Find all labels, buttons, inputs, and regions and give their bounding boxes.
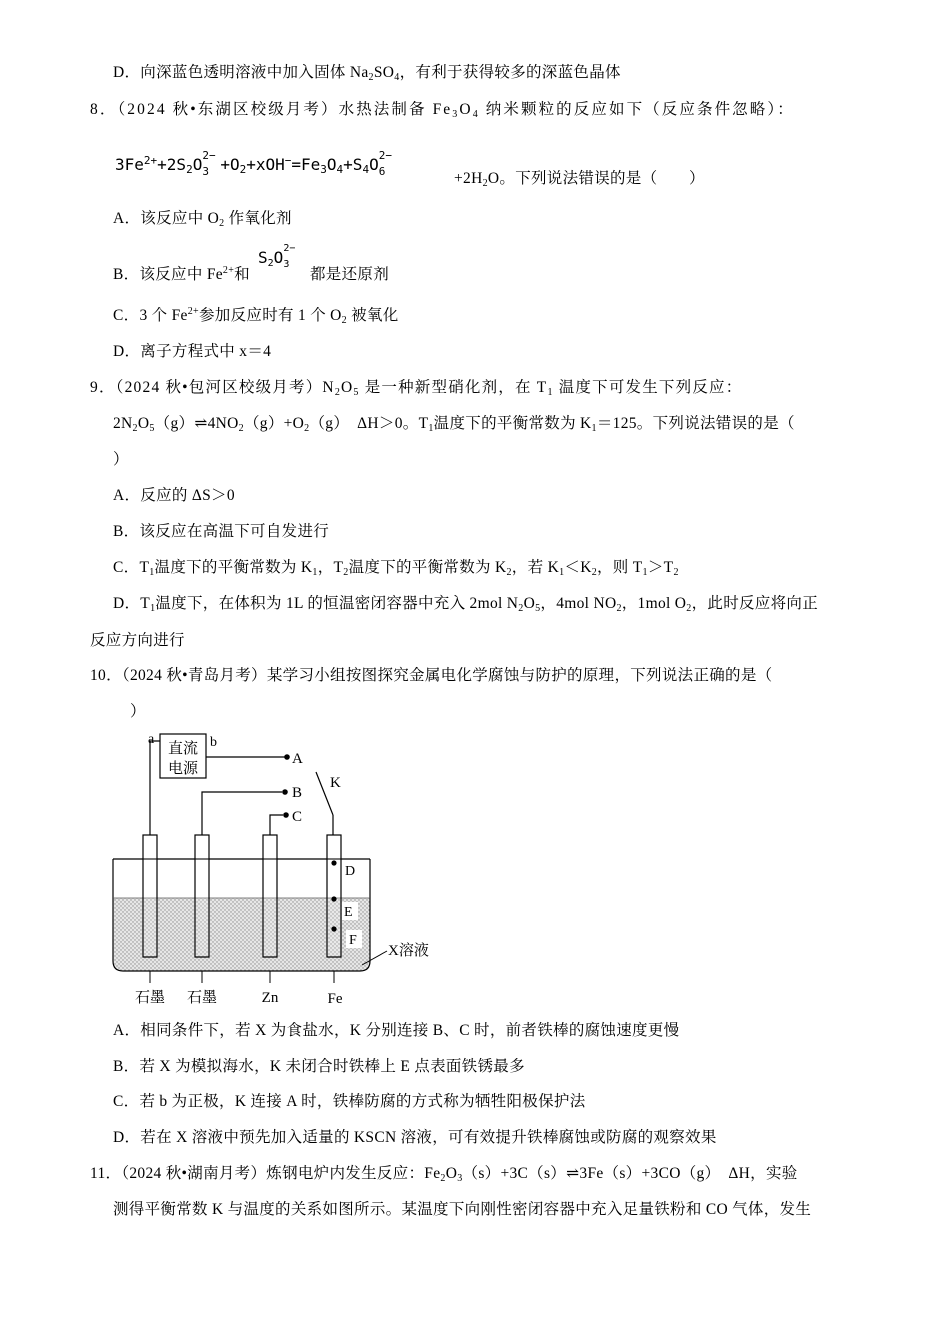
- q9-paren-close: ）: [113, 451, 129, 468]
- q11-stem-line2: 测得平衡常数 K 与温度的关系如图所示。某温度下向刚性密闭容器中充入足量铁粉和 CO 气体，发生: [113, 1201, 812, 1218]
- q9-reaction-line: $2N_2O_5(g)\rightleftharpoons 4NO_2(g)+O_2(g)$ ΔH＞0。$T_1$温度下的平衡常数为 $K_1=125$。下列说法错误的是（: [113, 415, 795, 434]
- q11-stem: 11．（2024 秋•湖南月考）炼钢电炉内发生反应：$Fe_2O_3(s)+3C(s)\rightleftharpoons 3Fe(s)+3CO(g)$ ΔH，实验: [90, 1165, 798, 1184]
- terminal-a-label: a: [148, 732, 155, 747]
- switch-k-label: K: [330, 775, 341, 791]
- wire-zn: [270, 815, 283, 835]
- power-label-1: 直流: [167, 741, 199, 757]
- point-e-label: E: [344, 905, 353, 920]
- graphite-electrode-2: [195, 835, 209, 957]
- q8-option-a: A．该反应中 $O_2$ 作氧化剂: [113, 210, 292, 229]
- terminal-b-label: b: [210, 735, 217, 750]
- contact-b-label: B: [292, 785, 303, 801]
- q8-option-b: B．该反应中 $Fe^{2+}$和: [113, 265, 250, 283]
- q8-equation-tail: $+2H_2O$。下列说法错误的是（ ）: [454, 170, 705, 189]
- q10-option-d: D．若在 X 溶液中预先加入适量的 KSCN 溶液，可有效提升铁棒腐蚀或防腐的观察效果: [113, 1129, 717, 1146]
- fe-label: Fe: [327, 991, 343, 1007]
- q9-stem: 9．（2024 秋•包河区校级月考）$N_2O_5$ 是一种新型硝化剂，在 $T_1$ 温度下可发生下列反应：: [90, 379, 743, 398]
- q8-option-d: D．离子方程式中 x＝4: [113, 343, 272, 360]
- zn-electrode: [263, 835, 277, 957]
- q10-paren-close: ）: [130, 703, 146, 720]
- q9-option-c: C．$T_1$温度下的平衡常数为 $K_1$，$T_2$温度下的平衡常数为 $K_2$，若 $K_1<K_2$，则 $T_1>T_2$: [113, 559, 679, 578]
- q9-option-a: A．反应的 ΔS＞0: [113, 487, 235, 504]
- point-d-label: D: [345, 864, 356, 879]
- wire-a: [150, 741, 160, 835]
- contact-a-label: A: [292, 751, 303, 767]
- graphite-label-2: 石墨: [186, 990, 218, 1006]
- q10-stem: 10．（2024 秋•青岛月考）某学习小组按图探究金属电化学腐蚀与防护的原理，下列说法正确的是（: [90, 667, 773, 684]
- q10-option-c: C．若 b 为正极，K 连接 A 时，铁棒防腐的方式称为牺牲阳极保护法: [113, 1093, 586, 1110]
- electrochem-diagram: [100, 725, 460, 1015]
- q9-option-d: D．$T_1$温度下，在体积为 1L 的恒温密闭容器中充入 2mol $N_2O_5$，4mol $NO_2$，1mol $O_2$，此时反应将向正: [113, 595, 819, 614]
- q10-option-a: A．相同条件下，若 X 为食盐水，K 分别连接 B、C 时，前者铁棒的腐蚀速度更慢: [113, 1022, 680, 1039]
- point-f-label: F: [349, 933, 357, 948]
- q9-option-b: B．该反应在高温下可自发进行: [113, 523, 330, 540]
- q7-option-d: D．向深蓝色透明溶液中加入固体 $Na_2SO_4$，有利于获得较多的深蓝色晶体: [113, 64, 621, 83]
- power-label-2: 电源: [167, 761, 199, 777]
- solution-label: X溶液: [388, 943, 429, 959]
- q8-stem: 8．（2024 秋•东湖区校级月考）水热法制备 $Fe_3O_4$ 纳米颗粒的反应如下（反应条件忽略）：: [90, 101, 795, 120]
- fe-electrode: [327, 835, 341, 957]
- zn-label: Zn: [261, 990, 279, 1006]
- graphite-electrode-1: [143, 835, 157, 957]
- q8-option-c: C．3 个 $Fe^{2+}$参加反应时有 1 个 $O_2$ 被氧化: [113, 306, 399, 326]
- q9-option-d-cont: 反应方向进行: [90, 632, 185, 649]
- q10-option-b: B．若 X 为模拟海水，K 未闭合时铁棒上 E 点表面铁锈最多: [113, 1058, 525, 1075]
- q8-option-b-ion: $S_2O$ 2− 3: [258, 243, 296, 270]
- q8-equation: $3Fe^{2+}+2S_2O$ 2− 3 $+O_2+xOH^-=Fe_3O_4+S_4O$ 2− 6: [115, 149, 392, 178]
- contact-c-label: C: [292, 809, 303, 825]
- q8-option-b-tail: 都是还原剂: [310, 266, 390, 283]
- graphite-label-1: 石墨: [134, 990, 166, 1006]
